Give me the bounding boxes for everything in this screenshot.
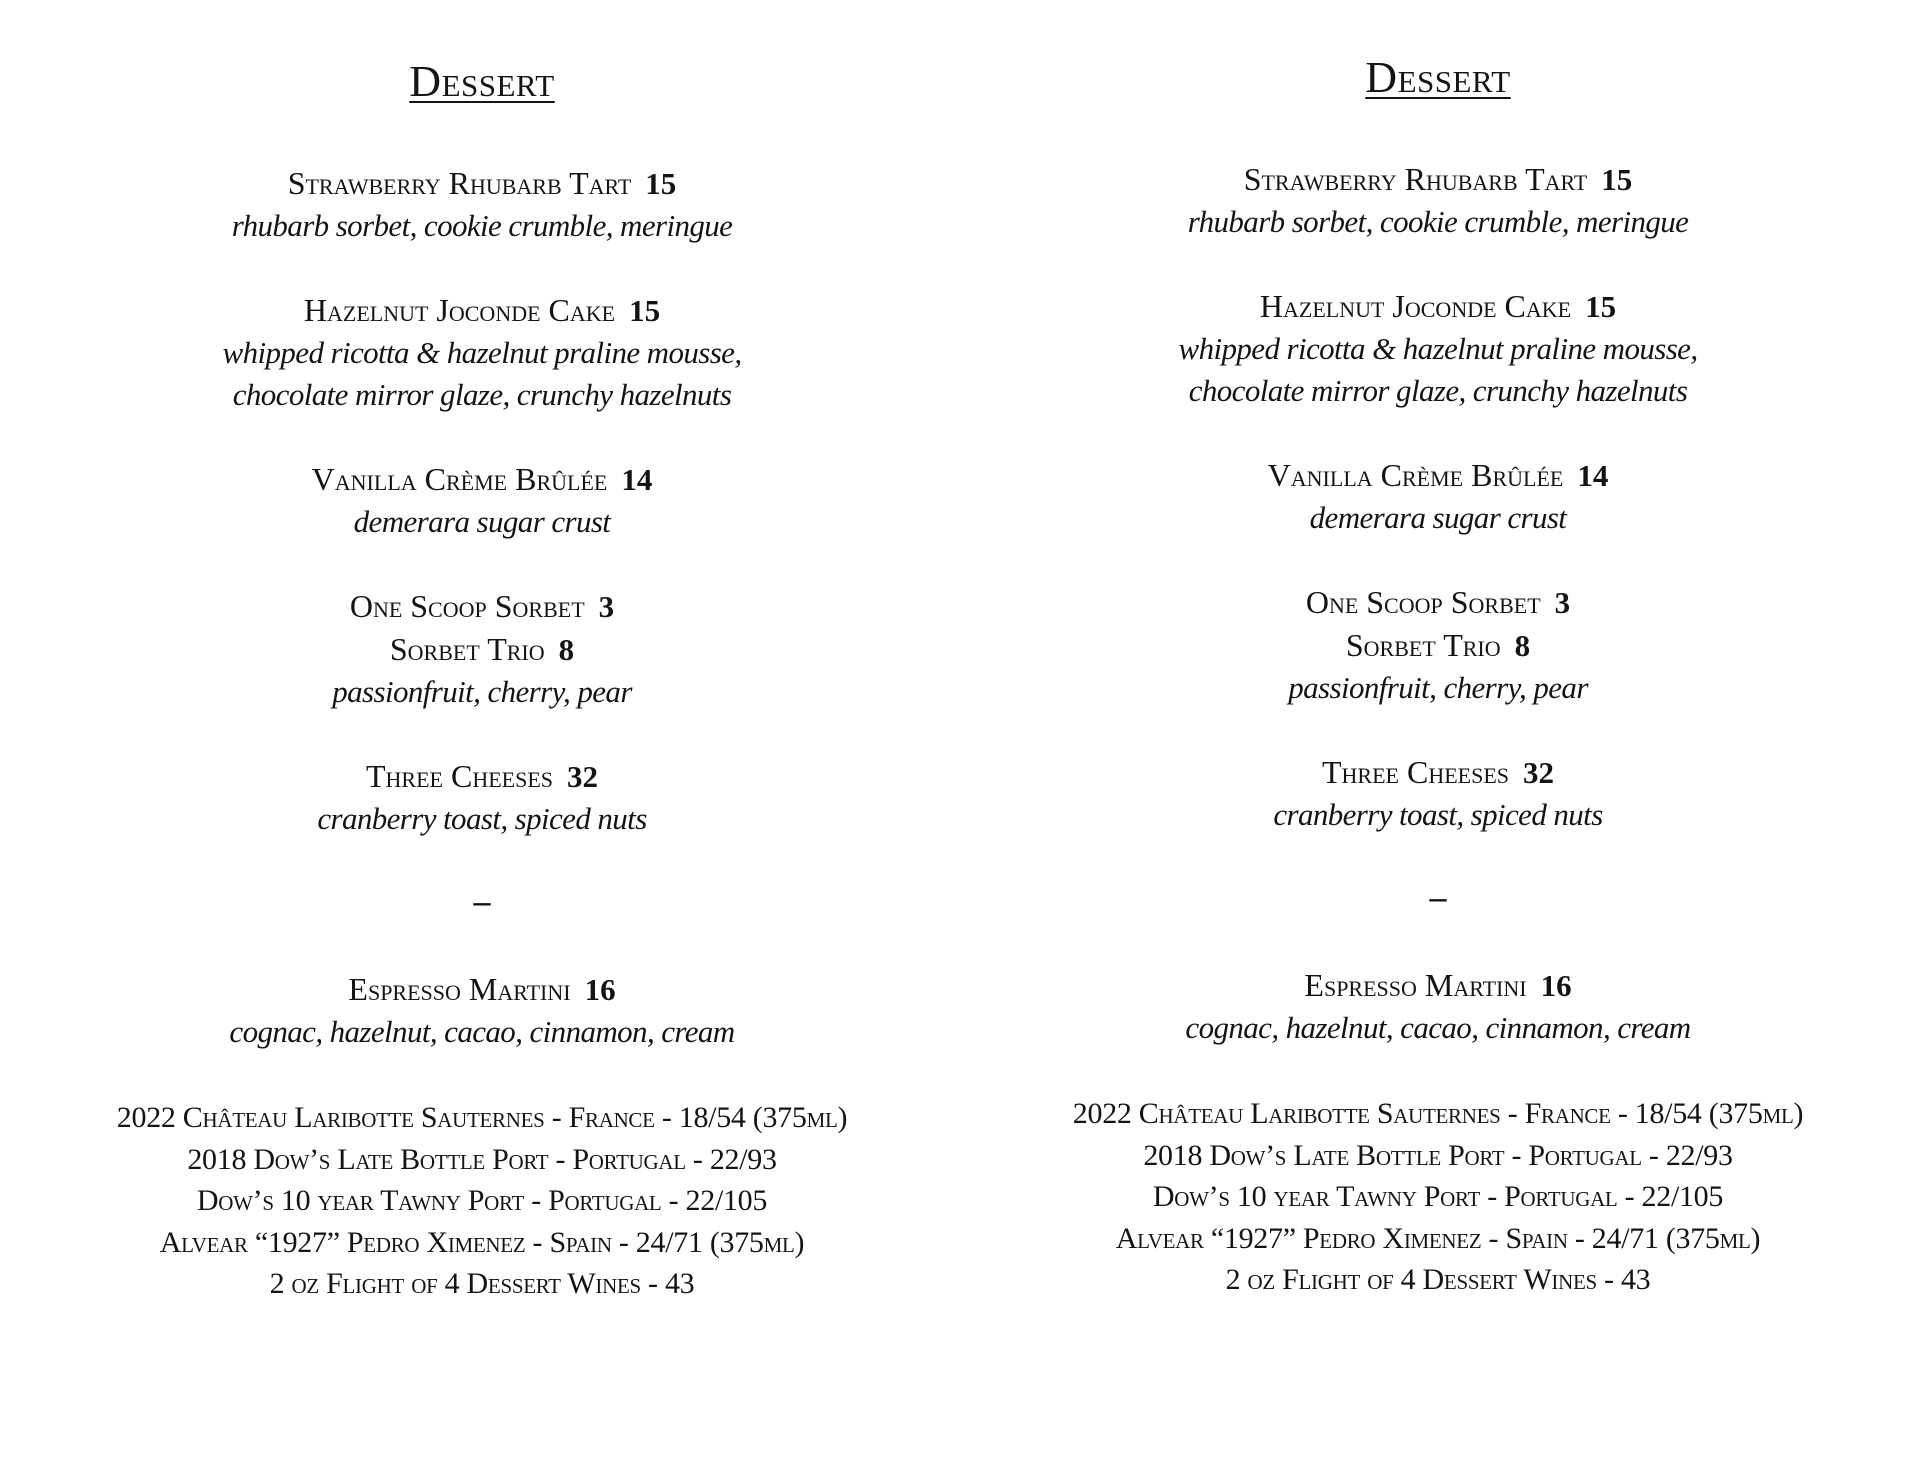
section-divider: – [1429, 879, 1447, 916]
wine-item: 2022 Château Laribotte Sauternes - France - 18/54 (375ml) [116, 1101, 848, 1134]
dish-hazelnut-joconde-cake [968, 285, 1908, 412]
wine-item: 2022 Château Laribotte Sauternes - France - 18/54 (375ml) [1072, 1097, 1804, 1130]
dish-sorbet [12, 585, 952, 713]
wine-item: 2018 Dow’s Late Bottle Port - Portugal - 22/93 [187, 1142, 777, 1176]
dessert-menu-left [12, 58, 952, 1305]
dessert-menu-right [968, 54, 1908, 1301]
section-divider: – [473, 883, 491, 920]
dish-description: rhubarb sorbet, cookie crumble, meringue [231, 208, 733, 243]
dish-vanilla-creme-brulee [968, 454, 1908, 539]
dish-price: 15 [629, 293, 661, 328]
dish-price: 8 [1514, 628, 1531, 663]
dish-price: 14 [1577, 458, 1609, 493]
dish-description: whipped ricotta & hazelnut praline mousse, [222, 335, 742, 370]
dish-description: passionfruit, cherry, pear [1288, 670, 1588, 705]
wine-item: Alvear “1927” Pedro Ximenez - Spain - 24/71 (375ml) [159, 1225, 805, 1259]
cocktail-espresso-martini [12, 968, 952, 1053]
dish-heading [968, 964, 1908, 1007]
dish-description: cognac, hazelnut, cacao, cinnamon, cream [1185, 1010, 1691, 1045]
dish-heading [12, 968, 952, 1011]
dish-heading [12, 755, 952, 798]
dish-name: Vanilla Crème Brûlée [1267, 457, 1564, 493]
dessert-wine-list [12, 1097, 952, 1305]
dish-name: Strawberry Rhubarb Tart [287, 165, 632, 201]
cocktail-espresso-martini [968, 964, 1908, 1049]
dish-price: 32 [1523, 755, 1554, 790]
dish-name: Espresso Martini [348, 971, 571, 1007]
dish-price: 8 [558, 632, 575, 667]
dish-name: Hazelnut Joconde Cake [1259, 288, 1572, 324]
wine-item: Alvear “1927” Pedro Ximenez - Spain - 24/71 (375ml) [1115, 1221, 1761, 1255]
dish-description: passionfruit, cherry, pear [332, 674, 632, 709]
dish-name: Three Cheeses [1321, 754, 1509, 790]
dish-description: cranberry toast, spiced nuts [1273, 797, 1603, 832]
dish-description: chocolate mirror glaze, crunchy hazelnuts [232, 377, 732, 412]
dish-sorbet [968, 581, 1908, 709]
menu-title: Dessert [409, 57, 555, 106]
dish-heading [968, 751, 1908, 794]
dish-strawberry-rhubarb-tart [12, 162, 952, 247]
dish-name: Three Cheeses [365, 758, 553, 794]
dish-strawberry-rhubarb-tart [968, 158, 1908, 243]
dish-description: whipped ricotta & hazelnut praline mousse, [1178, 331, 1698, 366]
menu-title: Dessert [1365, 53, 1511, 102]
dish-price: 14 [621, 462, 653, 497]
dish-description: cognac, hazelnut, cacao, cinnamon, cream [229, 1014, 735, 1049]
dish-description: demerara sugar crust [1309, 500, 1567, 535]
wine-item: 2 oz Flight of 4 Dessert Wines - 43 [269, 1267, 695, 1300]
dish-name: Sorbet Trio [389, 631, 545, 667]
dish-name: Strawberry Rhubarb Tart [1243, 161, 1588, 197]
dish-description: rhubarb sorbet, cookie crumble, meringue [1187, 204, 1689, 239]
dish-heading [968, 285, 1908, 328]
wine-item: 2018 Dow’s Late Bottle Port - Portugal - 22/93 [1143, 1138, 1733, 1172]
dish-price: 16 [1540, 968, 1572, 1003]
dish-name: Espresso Martini [1304, 967, 1527, 1003]
dish-heading [12, 162, 952, 205]
dish-price: 16 [584, 972, 616, 1007]
dish-price: 15 [1601, 162, 1633, 197]
dish-vanilla-creme-brulee [12, 458, 952, 543]
wine-item: 2 oz Flight of 4 Dessert Wines - 43 [1225, 1263, 1651, 1296]
dish-name: Hazelnut Joconde Cake [303, 292, 616, 328]
wine-item: Dow’s 10 year Tawny Port - Portugal - 22/105 [1152, 1180, 1724, 1213]
dish-price: 15 [645, 166, 677, 201]
dish-price: 3 [598, 589, 615, 624]
dish-three-cheeses [12, 755, 952, 840]
dish-heading-secondary [968, 624, 1908, 667]
dish-price: 3 [1554, 585, 1571, 620]
dish-description: demerara sugar crust [353, 504, 611, 539]
dish-name: Sorbet Trio [1345, 627, 1501, 663]
dish-heading [968, 581, 1908, 624]
dish-price: 32 [567, 759, 598, 794]
dish-name: One Scoop Sorbet [1305, 584, 1541, 620]
dish-name: One Scoop Sorbet [349, 588, 585, 624]
wine-item: Dow’s 10 year Tawny Port - Portugal - 22/105 [196, 1184, 768, 1217]
dish-heading-secondary [12, 628, 952, 671]
dish-heading [12, 585, 952, 628]
dish-heading [12, 289, 952, 332]
dish-price: 15 [1585, 289, 1617, 324]
dish-three-cheeses [968, 751, 1908, 836]
dish-heading [12, 458, 952, 501]
dish-heading [968, 158, 1908, 201]
dish-heading [968, 454, 1908, 497]
dish-description: cranberry toast, spiced nuts [317, 801, 647, 836]
dessert-wine-list [968, 1093, 1908, 1301]
dish-hazelnut-joconde-cake [12, 289, 952, 416]
dish-name: Vanilla Crème Brûlée [311, 461, 608, 497]
dish-description: chocolate mirror glaze, crunchy hazelnuts [1188, 373, 1688, 408]
